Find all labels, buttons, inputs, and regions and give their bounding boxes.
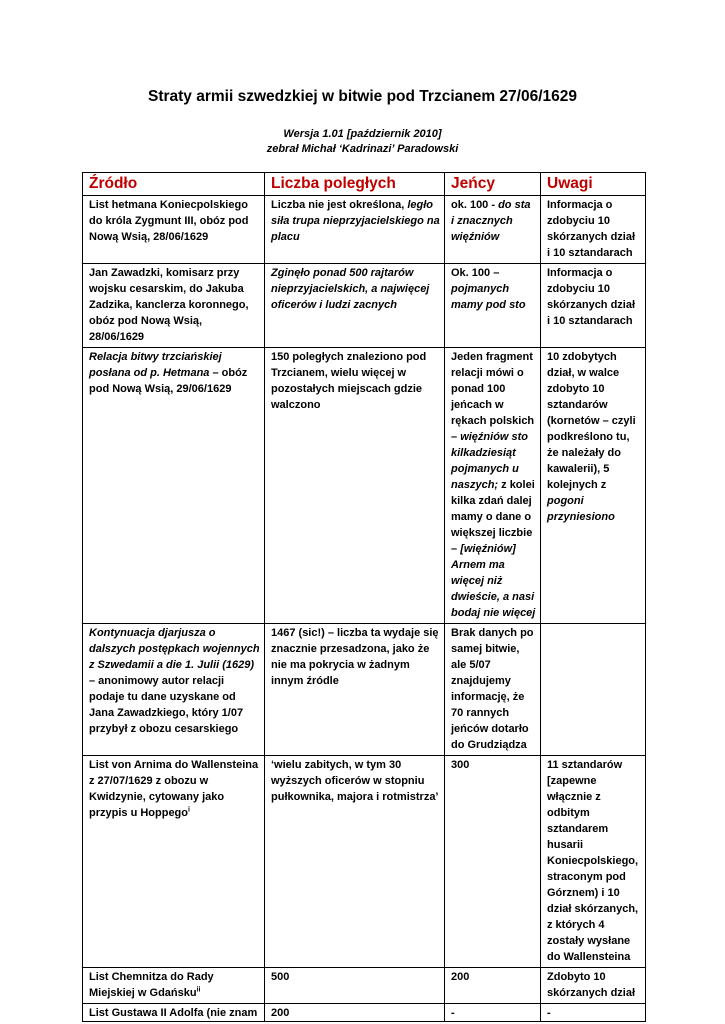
cell-text: Informacja o zdobyciu 10 skórzanych dział i 10 sztandarach bbox=[547, 267, 636, 327]
notes-cell bbox=[541, 624, 646, 756]
fallen-cell bbox=[265, 1004, 445, 1022]
prisoners-cell bbox=[445, 1004, 541, 1022]
cell-text: Ok. 100 – bbox=[451, 267, 500, 279]
cell-text: - bbox=[547, 1007, 551, 1019]
prisoners-cell bbox=[445, 348, 541, 624]
notes-cell bbox=[541, 196, 646, 264]
cell-text: Zdobyto 10 skórzanych dział bbox=[547, 971, 636, 999]
fallen-cell bbox=[265, 624, 445, 756]
italic-text: Zginęło ponad 500 rajtarów nieprzyjacielskich, a najwięcej oficerów i ludzi zacnych bbox=[271, 267, 430, 311]
notes-cell bbox=[541, 348, 646, 624]
notes-cell bbox=[541, 756, 646, 968]
footnote-marker: ii bbox=[196, 986, 201, 994]
table-body bbox=[83, 196, 646, 1022]
prisoners-cell bbox=[445, 756, 541, 968]
italic-text: legło siła trupa nieprzyjacielskiego na placu bbox=[271, 199, 440, 243]
cell-text: 10 zdobytych dział, w walce zdobyto 10 sztandarów (kornetów – czyli podkreślono tu, że należały do kawalerii), 5 kolejnych z bbox=[547, 351, 636, 491]
cell-text: 150 poległych znaleziono pod Trzcianem, wielu więcej w pozostałych miejscach gdzie walczono bbox=[271, 351, 427, 411]
italic-text: więźniów sto kilkadziesiąt pojmanych u naszych; bbox=[451, 431, 529, 491]
cell-text: 500 bbox=[271, 971, 290, 983]
header-fallen: Liczba poległych bbox=[265, 173, 445, 196]
notes-cell bbox=[541, 1004, 646, 1022]
prisoners-cell bbox=[445, 968, 541, 1004]
cell-text: Jeden fragment relacji mówi o ponad 100 jeńcach w rękach polskich – bbox=[451, 351, 535, 443]
table-row bbox=[83, 756, 646, 968]
header-prisoners: Jeńcy bbox=[445, 173, 541, 196]
cell-text: – anonimowy autor relacji podaje tu dane uzyskane od Jana Zawadzkiego, który 1/07 przybył z obozu cesarskiego bbox=[89, 675, 244, 735]
footnote-marker: i bbox=[188, 806, 190, 814]
table-row bbox=[83, 196, 646, 264]
source-cell bbox=[83, 1004, 265, 1022]
cell-text: ok. 100 - bbox=[451, 199, 499, 211]
fallen-cell bbox=[265, 196, 445, 264]
table-row bbox=[83, 264, 646, 348]
source-cell bbox=[83, 196, 265, 264]
losses-table bbox=[82, 172, 646, 1022]
header-notes: Uwagi bbox=[541, 173, 646, 196]
cell-text: - bbox=[451, 1007, 455, 1019]
italic-text: pogoni przyniesiono bbox=[547, 495, 615, 523]
cell-text: Liczba nie jest określona, bbox=[271, 199, 408, 211]
cell-text: 300 bbox=[451, 759, 470, 771]
cell-text: List hetmana Koniecpolskiego do króla Zygmunt III, obóz pod Nową Wsią, 28/06/1629 bbox=[89, 199, 249, 243]
notes-cell bbox=[541, 264, 646, 348]
cell-text: Informacja o zdobyciu 10 skórzanych dział i 10 sztandarach bbox=[547, 199, 636, 259]
header-source: Źródło bbox=[83, 173, 265, 196]
fallen-cell bbox=[265, 348, 445, 624]
cell-text: 200 bbox=[271, 1007, 290, 1019]
prisoners-cell bbox=[445, 624, 541, 756]
cell-text: 1467 (sic!) – liczba ta wydaje się znacznie przesadzona, jako że nie ma pokrycia w żadnym innym źródle bbox=[271, 627, 439, 687]
italic-text: [więźniów] Arnem ma więcej niż dwieście, a nasi bodaj nie więcej bbox=[451, 543, 536, 619]
source-cell bbox=[83, 624, 265, 756]
version-line: Wersja 1.01 [październik 2010] bbox=[283, 128, 442, 140]
prisoners-cell bbox=[445, 196, 541, 264]
fallen-cell bbox=[265, 756, 445, 968]
source-cell bbox=[83, 968, 265, 1004]
cell-text: List Chemnitza do Rady Miejskiej w Gdańsku bbox=[89, 971, 214, 999]
cell-text: 11 sztandarów [zapewne włącznie z odbitym sztandarem husarii Koniecpolskiego, straconym pod Górznem) i 10 dział skórzanych, z których 4 zostały wysłane do Wallensteina bbox=[547, 759, 639, 963]
table-row bbox=[83, 348, 646, 624]
table-row bbox=[83, 624, 646, 756]
cell-text: List von Arnima do Wallensteina z 27/07/1629 z obozu w Kwidzynie, cytowany jako przypis u Hoppego bbox=[89, 759, 259, 819]
cell-text: z kolei kilka zdań dalej mamy o dane o większej liczbie – bbox=[451, 479, 535, 555]
document-title: Straty armii szwedzkiej w bitwie pod Trzcianem 27/06/1629 bbox=[147, 88, 577, 105]
cell-text: – obóz pod Nową Wsią, 29/06/1629 bbox=[89, 367, 248, 395]
table-row bbox=[83, 1004, 646, 1022]
fallen-cell bbox=[265, 968, 445, 1004]
italic-text: do sta i znacznych więźniów bbox=[451, 199, 531, 243]
table-row bbox=[83, 968, 646, 1004]
cell-text: Brak danych po samej bitwie, ale 5/07 znajdujemy informację, że 70 rannych jeńców dotarło do Grudziądza bbox=[451, 627, 534, 751]
source-cell bbox=[83, 264, 265, 348]
cell-text: ‘wielu zabitych, w tym 30 wyższych oficerów w stopniu pułkownika, majora i rotmistrza’ bbox=[271, 759, 439, 803]
italic-text: Kontynuacja djarjusza o dalszych postępkach wojennych z Szwedamii a die 1. Julii (1629) bbox=[89, 627, 260, 671]
table-header-row bbox=[83, 173, 646, 196]
italic-text: pojmanych mamy pod sto bbox=[451, 283, 526, 311]
source-cell bbox=[83, 756, 265, 968]
prisoners-cell bbox=[445, 264, 541, 348]
notes-cell bbox=[541, 968, 646, 1004]
cell-text: List Gustawa II Adolfa (nie znam bbox=[89, 1007, 258, 1019]
italic-text: Relacja bitwy trzciańskiej posłana od p. Hetmana bbox=[89, 351, 222, 379]
author-line: zebrał Michał ‘Kadrinazi’ Paradowski bbox=[266, 143, 459, 155]
cell-text: Jan Zawadzki, komisarz przy wojsku cesarskim, do Jakuba Zadzika, kanclerza koronnego, obóz pod Nową Wsią, 28/06/1629 bbox=[89, 267, 249, 343]
fallen-cell bbox=[265, 264, 445, 348]
cell-text: 200 bbox=[451, 971, 470, 983]
source-cell bbox=[83, 348, 265, 624]
